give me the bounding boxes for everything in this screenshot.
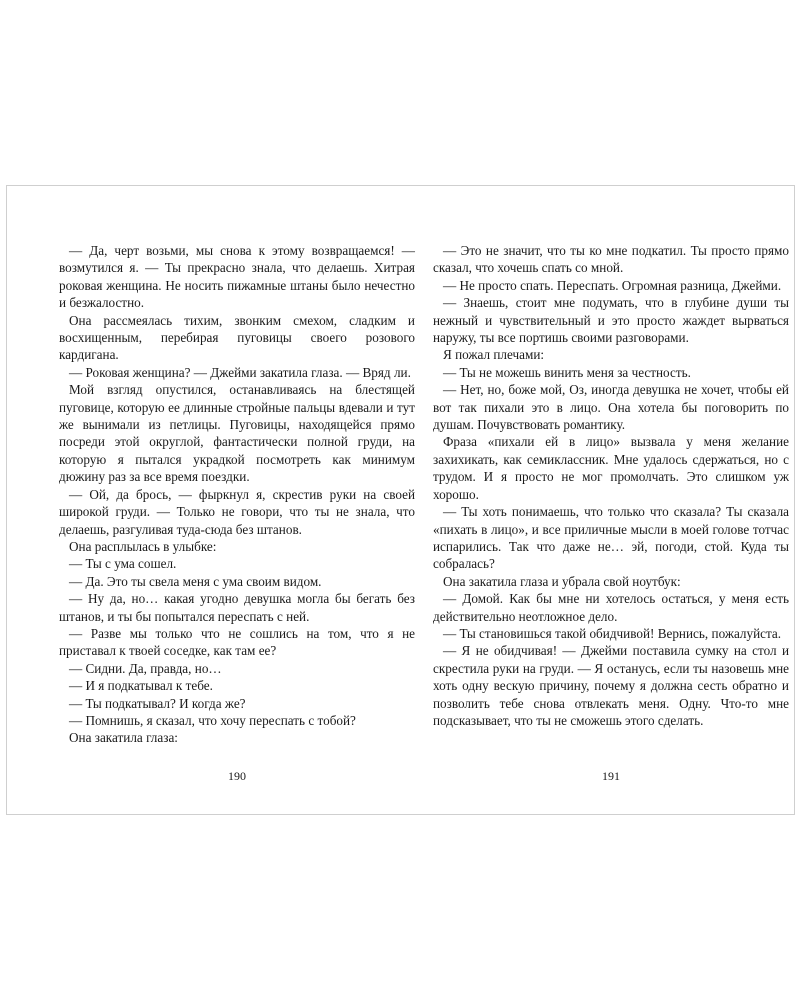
right-page-text [433, 242, 789, 729]
paragraph: — Домой. Как бы мне ни хотелось остаться, у меня есть действительно неотложное дело. [433, 591, 789, 624]
paragraph: — Ой, да брось, — фыркнул я, скрестив руки на своей широкой груди. — Только не говори, что ты не знала, что делаешь, разгуливая туда-сюда без штанов. [59, 486, 415, 537]
paragraph: Фраза «пихали ей в лицо» вызвала у меня желание захихикать, как семиклассник. Мне удалось сдержаться, но с трудом. И я просто не мог промолчать. Это слишком уж хорошо. [433, 434, 789, 502]
paragraph: — Сидни. Да, правда, но… [69, 660, 222, 676]
paragraph: Она закатила глаза и убрала свой ноутбук: [443, 573, 681, 589]
paragraph: — Ну да, но… какая угодно девушка могла бы бегать без штанов, и ты бы попытался переспать с ней. [59, 591, 415, 624]
paragraph: — Ты становишься такой обидчивой! Вернись, пожалуйста. [443, 625, 782, 641]
paragraph: — Роковая женщина? — Джейми закатила глаза. — Вряд ли. [69, 364, 411, 380]
paragraph: — Да, черт возьми, мы снова к этому возвращаемся! — возмутился я. — Ты прекрасно знала, что делаешь. Хитрая роковая женщина. Не носить пижамные штаны было нечестно и безжалостно. [59, 243, 415, 311]
paragraph: Она закатила глаза: [69, 730, 178, 746]
paragraph: — Ты с ума сошел. [69, 556, 177, 572]
paragraph: — Знаешь, стоит мне подумать, что в глубине души ты нежный и чувствительный и это просто жаждет вырваться наружу, ты все портишь своими разговорами. [433, 295, 789, 346]
page-number-right: 191 [602, 769, 620, 783]
paragraph: — Не просто спать. Переспать. Огромная разница, Джейми. [443, 277, 782, 293]
paragraph: Она расплылась в улыбке: [69, 538, 217, 554]
paragraph: — И я подкатывал к тебе. [69, 678, 213, 694]
paragraph: — Я не обидчивая! — Джейми поставила сумку на стол и скрестила руки на груди. — Я останусь, если ты назовешь мне хоть одну вескую причину, почему я должна сесть обратно и позволить тебе снова отвлекать меня. Одну. Что-то мне подсказывает, что ты не сможешь этого сделать. [433, 643, 789, 728]
paragraph: — Это не значит, что ты ко мне подкатил. Ты просто прямо сказал, что хочешь спать со мной. [433, 243, 789, 276]
left-page-text [59, 242, 415, 747]
paragraph: Я пожал плечами: [443, 347, 545, 363]
paragraph: — Да. Это ты свела меня с ума своим видом. [69, 573, 322, 589]
paragraph: — Ты не можешь винить меня за честность. [443, 364, 691, 380]
paragraph: — Помнишь, я сказал, что хочу переспать с тобой? [69, 712, 356, 728]
paragraph: — Ты подкатывал? И когда же? [69, 695, 246, 711]
paragraph: Мой взгляд опустился, останавливаясь на блестящей пуговице, которую ее длинные стройные пальцы вдевали и тут же вынимали из петлицы. Пуговицы, находящейся прямо посреди этой округлой, фантастически полной груди, на которую я пытался украдкой посмотреть как минимум дюжину раз за все время поездки. [59, 382, 415, 485]
paragraph: — Разве мы только что не сошлись на том, что я не приставал к твоей соседке, как там ее? [59, 625, 415, 659]
paragraph: Она рассмеялась тихим, звонким смехом, сладким и восхищенным, перебирая пуговицы своего розового кардигана. [59, 312, 415, 363]
book-spread [6, 185, 795, 815]
paragraph: — Нет, но, боже мой, Оз, иногда девушка не хочет, чтобы ей вот так пихали это в лицо. Она хотела бы поговорить по душам. Почувствовать романтику. [433, 382, 789, 433]
paragraph: — Ты хоть понимаешь, что только что сказала? Ты сказала «пихать в лицо», и все приличные мысли в моей голове тотчас испарились. Так что даже не… эй, погоди, стой. Куда ты собралась? [433, 504, 789, 572]
page-number-left: 190 [228, 769, 246, 783]
